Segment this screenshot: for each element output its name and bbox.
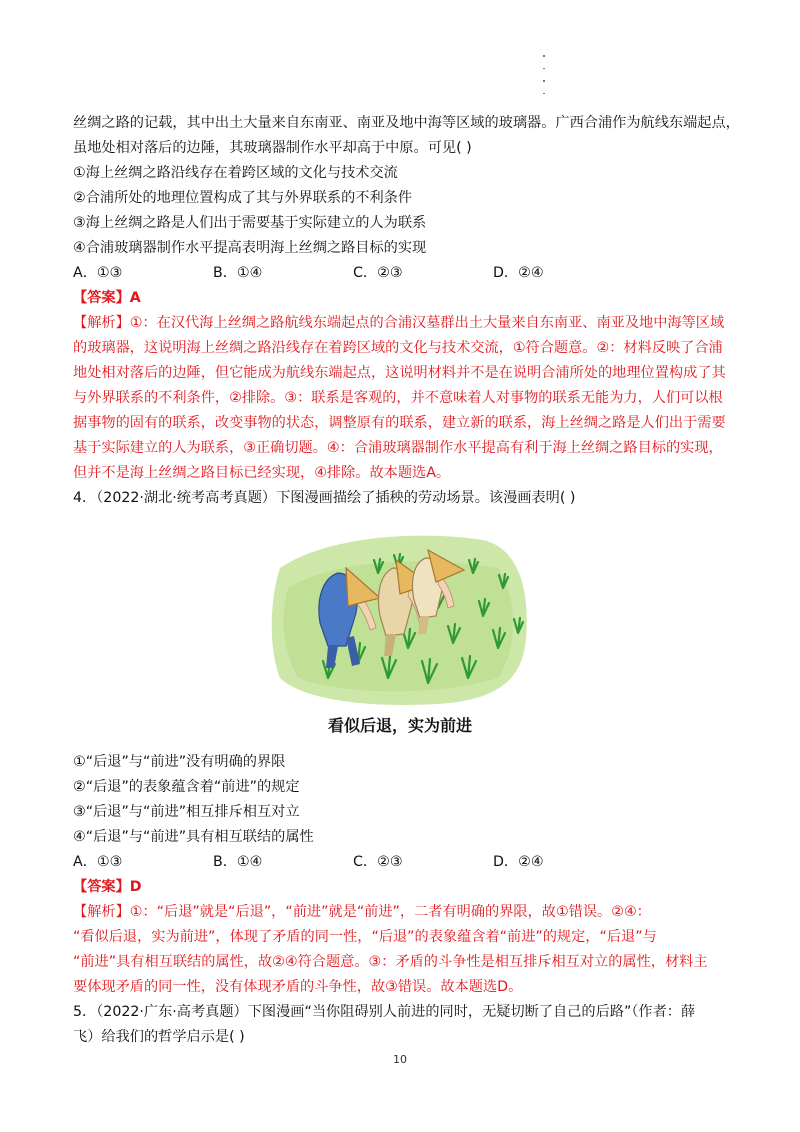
q4-choice-d: D．②④ bbox=[493, 854, 544, 870]
q3-analysis-line-6: 基于实际建立的人为联系，③正确切题。④：合浦玻璃器制作水平提高有利于海上丝绸之路目标的实现， bbox=[73, 440, 723, 456]
q3-answer: 【答案】A bbox=[73, 290, 141, 306]
q4-analysis-line-1: 【解析】①：“后退”就是“后退”，“前进”就是“前进”，二者有明确的界限，故①错误。②④： bbox=[73, 904, 651, 920]
q3-option-1: ①海上丝绸之路沿线存在着跨区域的文化与技术交流 bbox=[73, 165, 398, 181]
q5-stem-line-2: 飞）给我们的哲学启示是( ) bbox=[73, 1029, 245, 1045]
q3-analysis-line-1: 【解析】①：在汉代海上丝绸之路航线东端起点的合浦汉墓群出土大量来自东南亚、南亚及地中海等区域 bbox=[73, 315, 725, 331]
scan-dots bbox=[541, 55, 547, 105]
q3-stem-line-2: 虽地处相对落后的边陲，其玻璃器制作水平却高于中原。可见( ) bbox=[73, 140, 472, 156]
q4-analysis-line-4: 要体现矛盾的同一性，没有体现矛盾的斗争性，故③错误。故本题选D。 bbox=[73, 979, 523, 995]
q3-option-4: ④合浦玻璃器制作水平提高表明海上丝绸之路目标的实现 bbox=[73, 240, 427, 256]
page-number: 10 bbox=[393, 1053, 407, 1066]
q3-analysis-line-5: 据事物的固有的联系，改变事物的状态，调整原有的联系，建立新的联系，海上丝绸之路是人们出于需要 bbox=[73, 415, 726, 431]
q4-choice-b: B．①④ bbox=[213, 854, 263, 870]
q4-option-4: ④“后退”与“前进”具有相互联结的属性 bbox=[73, 829, 314, 845]
q4-option-3: ③“后退”与“前进”相互排斥相互对立 bbox=[73, 804, 300, 820]
q4-answer: 【答案】D bbox=[73, 879, 142, 895]
q3-stem-line-1: 丝绸之路的记载，其中出土大量来自东南亚、南亚及地中海等区域的玻璃器。广西合浦作为航线东端起点， bbox=[73, 115, 740, 131]
q4-analysis-line-2: “看似后退，实为前进”，体现了矛盾的同一性，“后退”的表象蕴含着“前进”的规定，“后退”与 bbox=[73, 929, 657, 945]
q3-option-3: ③海上丝绸之路是人们出于需要基于实际建立的人为联系 bbox=[73, 215, 427, 231]
q3-choice-b: B．①④ bbox=[213, 265, 263, 281]
q4-choice-a: A．①③ bbox=[73, 854, 123, 870]
q3-choice-d: D．②④ bbox=[493, 265, 544, 281]
q5-stem-line-1: 5．（2022·广东·高考真题）下图漫画“当你阻碍别人前进的同时，无疑切断了自己的后路”（作者：薛 bbox=[73, 1004, 696, 1020]
q3-option-2: ②合浦所处的地理位置构成了其与外界联系的不利条件 bbox=[73, 190, 413, 206]
q4-option-2: ②“后退”的表象蕴含着“前进”的规定 bbox=[73, 779, 300, 795]
cartoon-caption: 看似后退，实为前进 bbox=[327, 716, 472, 735]
q4-analysis-line-3: “前进”具有相互联结的属性，故②④符合题意。③：矛盾的斗争性是相互排斥相互对立的属性，材料主 bbox=[73, 954, 708, 970]
q3-analysis-line-3: 地处相对落后的边陲，但它能成为航线东端起点，这说明材料并不是在说明合浦所处的地理位置构成了其 bbox=[73, 365, 726, 381]
q4-stem: 4．（2022·湖北·统考高考真题）下图漫画描绘了插秧的劳动场景。该漫画表明( ) bbox=[73, 490, 576, 506]
q3-analysis-line-4: 与外界联系的不利条件，②排除。③：联系是客观的，并不意味着人对事物的联系无能为力，人们可以根 bbox=[73, 390, 723, 406]
q3-analysis-line-7: 但并不是海上丝绸之路目标已经实现，④排除。故本题选A。 bbox=[73, 465, 451, 481]
q3-choice-a: A．①③ bbox=[73, 265, 123, 281]
q3-choice-c: C．②③ bbox=[353, 265, 403, 281]
q3-analysis-line-2: 的玻璃器，这说明海上丝绸之路沿线存在着跨区域的文化与技术交流，①符合题意。②：材料反映了合浦 bbox=[73, 340, 723, 356]
q4-choice-c: C．②③ bbox=[353, 854, 403, 870]
q4-option-1: ①“后退”与“前进”没有明确的界限 bbox=[73, 754, 286, 770]
rice-planting-cartoon bbox=[268, 528, 533, 708]
